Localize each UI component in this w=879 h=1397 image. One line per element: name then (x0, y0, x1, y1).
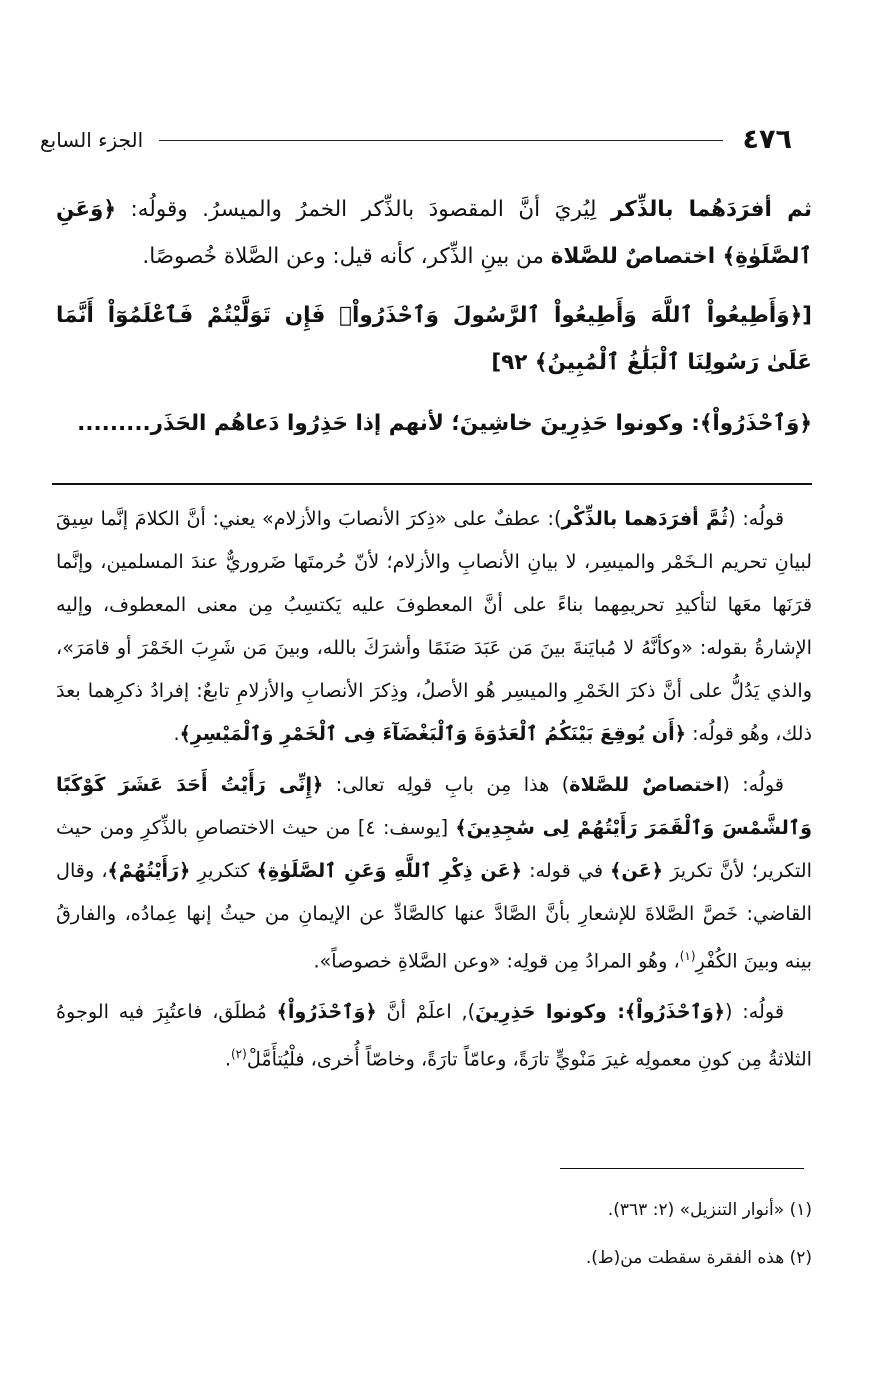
footnote-marker: (١) (679, 949, 696, 963)
quran-quote: ﴿عَن﴾ (610, 859, 663, 882)
paragraph-text: ، وقال القاضي: خَصَّ الصَّلاةَ للإشعارِ بأنَّ الصَّادَّ عنها كالصَّادِّ عن الإيمانِ من حيثُ إنها عِمادُه، والفارقُ بينه وبينَ الكُفْرِ (56, 859, 812, 973)
header-rule (159, 140, 722, 141)
quran-quote: ﴿وَٱحْذَرُواْ﴾ (624, 1000, 726, 1024)
bold-phrase: اختصاصٌ للصَّلاة (550, 244, 723, 269)
quran-quote: ﴿عَن ذِكْرِ ٱللَّهِ وَعَنِ ٱلصَّلَوٰةِ﴾ (256, 859, 522, 882)
paragraph-text: [يوسف: ٤] من حيث الاختصاصِ بالذِّكرِ ومن حيث التكرير؛ لأنَّ تكريرَ (56, 816, 812, 882)
quran-quote: ﴿أَن يُوقِعَ بَيْنَكُمُ ٱلْعَدَٰوَةَ وَٱلْبَغْضَآءَ فِى ٱلْخَمْرِ وَٱلْمَيْسِرِ﴾ (179, 722, 686, 745)
page-number: ٤٧٦ (742, 124, 792, 155)
section-divider (52, 483, 812, 485)
running-title: الجزء السابع (40, 128, 144, 152)
bold-phrase: ثُمَّ أفرَدَهما بالذِّكْر (561, 507, 729, 530)
quran-quote: ﴿إِنِّى رَأَيْتُ أَحَدَ عَشَرَ كَوْكَبًا وَٱلشَّمْسَ وَٱلْقَمَرَ رَأَيْتُهُمْ لِى سَٰجِدِينَ﴾ (56, 773, 813, 839)
main-text (56, 186, 812, 459)
commentary-paragraph-3 (56, 990, 812, 1080)
quran-verse: [﴿وَأَطِيعُواْ ٱللَّهَ وَأَطِيعُواْ ٱلرَّسُولَ وَٱحْذَرُواْۚ فَإِن تَوَلَّيْتُمْ فَٱعْلَمُوٓاْ أَنَّمَا عَلَىٰ رَسُولِنَا ٱلْبَلَٰغُ ٱلْمُبِينُ﴾ ٩٢] (56, 303, 812, 375)
paragraph-text: . (224, 1047, 231, 1071)
footnote-1: (١) «أنوار التنزيل» (٢: ٣٦٣). (607, 1200, 812, 1220)
paragraph-text: ) هذا مِن بابِ قولِه تعالى: (323, 773, 570, 796)
commentary-paragraph-1 (56, 497, 812, 755)
main-paragraph-3 (56, 400, 812, 447)
main-paragraph-1 (56, 186, 812, 280)
commentary-paragraph-2 (56, 763, 812, 982)
paragraph-text: . (173, 722, 180, 745)
bold-phrase: اختصاصٌ للصَّلاة (569, 773, 723, 796)
paragraph-text: ، وهُو المرادُ مِن قولِه: «وعن الصَّلاةِ خصوصاً». (313, 949, 680, 973)
paragraph-text: كتكريرِ (190, 859, 257, 882)
quran-quote: ﴿وَٱحْذَرُواْ﴾ (699, 411, 812, 436)
quran-quote: ﴿رَأَيْتُهُمْ﴾ (107, 859, 191, 882)
paragraph-text: من بينِ الذِّكر، كأنه قيل: وعن الصَّلاة خُصوصًا. (142, 244, 551, 269)
paragraph-text: لِيُريَ أنَّ المقصودَ بالذِّكر الخمرُ والميسرُ. وقولُه: (116, 197, 611, 222)
footnote-rule (560, 1168, 804, 1169)
bold-phrase: : وكونوا حَذِرِينَ (475, 1000, 625, 1024)
footnote-marker: (٢) (230, 1047, 247, 1062)
paragraph-text: قولُه: ( (722, 773, 784, 796)
footnotes (56, 1186, 812, 1282)
paragraph-text: قولُه: ( (725, 1000, 784, 1024)
quran-quote: ﴿وَٱحْذَرُواْ﴾ (276, 1000, 377, 1024)
paragraph-text: في قوله: (521, 859, 611, 882)
paragraph-text: ): عطفٌ على «ذِكرَ الأنصابَ والأزلام» يعني: أنَّ الكلامَ إنَّما سِيقَ لبيانِ تحريم الـخَمْر والميسِر، لا بيانِ الأنصابِ والأزلام؛ لأنّ حُرمتَها ضَروريٌّ عندَ المسلمين، وإنَّما قرَنَها معَها لتأكيدِ تحريمِهما بناءً على أنَّ المعطوفَ عليه يَكتسِبُ مِن معنى المعطوف، وإليه الإشارةُ بقوله: «وكأنَّهُ لا مُبايَنةَ بينَ مَن عَبَدَ صَنَمًا وأشرَكَ بالله، وبينَ مَن شَرِبَ الخَمْرَ أو قامَرَ»، والذي يَدُلُّ على أنَّ ذكرَ الخَمْرِ والميسِر هُو الأصلُ، وذِكرَ الأنصابِ والأزلامِ تابعٌ: إفرادُ ذكرِهما بعدَ ذلك، وهُو قولُه: (56, 507, 812, 745)
paragraph-text: مُطلَق، فاعتُبِرَ فيه الوجوهُ الثلاثةُ مِن كونِ معمولِه غيرَ مَنْويٍّ تارَةً، وعامّاً تارَةً، وخاصّاً أُخرى، فلْيُتأَمَّلْ (56, 1000, 812, 1071)
paragraph-text: ), اعلَمْ أنَّ (376, 1000, 476, 1024)
page-header (40, 120, 792, 160)
bold-phrase: ثم أفرَدَهُما بالذِّكر (610, 197, 812, 222)
commentary (56, 497, 812, 1089)
footnote-2: (٢) هذه الفقرة سقطت من(ط). (585, 1248, 812, 1268)
quran-quote: ﴿وَعَنِ ٱلصَّلَوٰةِ﴾ (56, 197, 812, 269)
paragraph-text: : وكونوا حَذِرِينَ خاشِينَ؛ لأنهم إذا حَذِرُوا دَعاهُم الحَذَر......... (77, 411, 700, 436)
paragraph-text: قولُه: ( (728, 507, 784, 530)
